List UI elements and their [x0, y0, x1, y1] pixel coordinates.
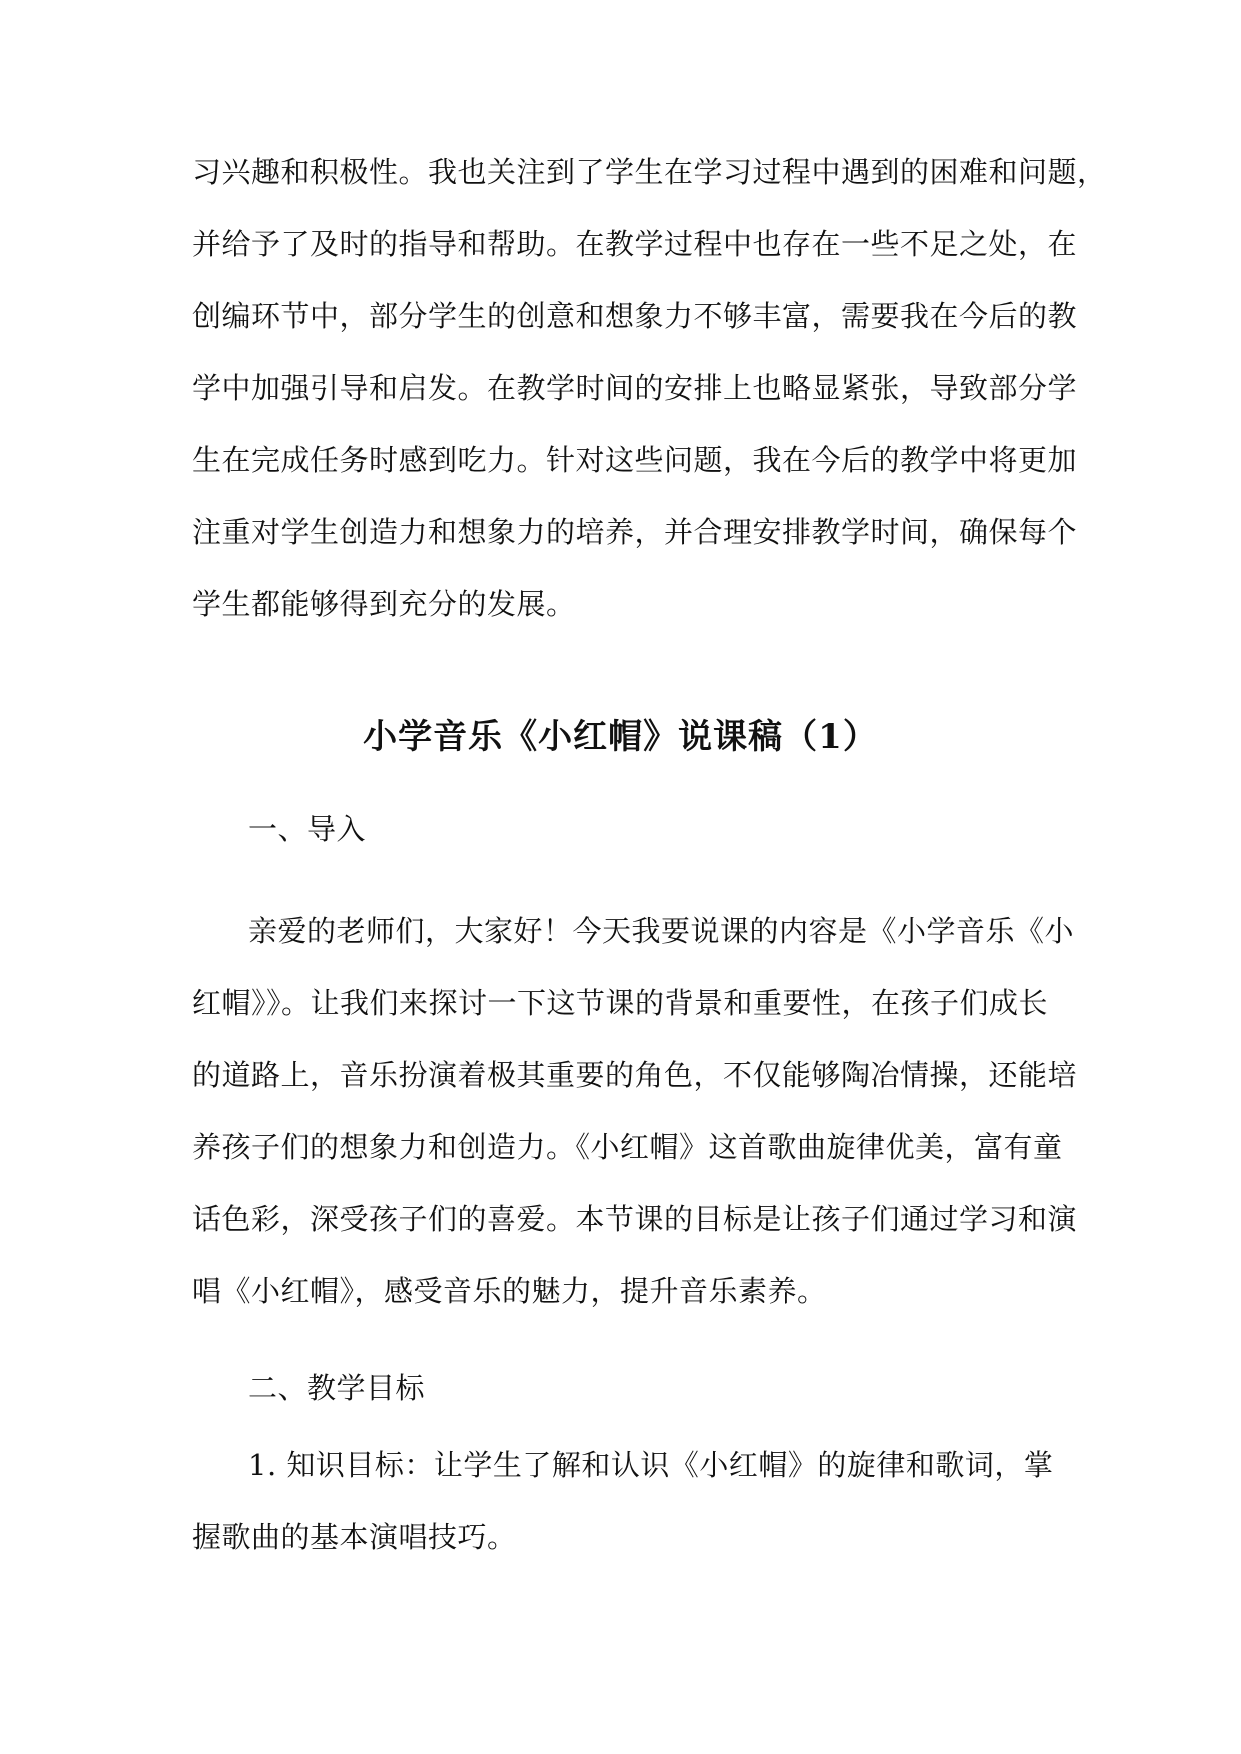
body-text-line: 并给予了及时的指导和帮助。在教学过程中也存在一些不足之处，在: [192, 227, 1078, 261]
section-heading-intro: 一、导入: [248, 812, 367, 846]
body-text-line: 学中加强引导和启发。在教学时间的安排上也略显紧张，导致部分学: [192, 371, 1078, 405]
body-text-line: 握歌曲的基本演唱技巧。: [192, 1520, 517, 1554]
body-text-line: 红帽》》。让我们来探讨一下这节课的背景和重要性，在孩子们成长: [192, 986, 1049, 1020]
body-text-line: 话色彩，深受孩子们的喜爱。本节课的目标是让孩子们通过学习和演: [192, 1202, 1078, 1236]
body-text-line: 创编环节中，部分学生的创意和想象力不够丰富，需要我在今后的教: [192, 299, 1078, 333]
body-text-line: 习兴趣和积极性。我也关注到了学生在学习过程中遇到的困难和问题，: [192, 155, 1107, 189]
body-text-line: 学生都能够得到充分的发展。: [192, 587, 576, 621]
body-text-line: 亲爱的老师们，大家好！今天我要说课的内容是《小学音乐《小: [248, 914, 1075, 948]
body-text-line: 1. 知识目标：让学生了解和认识《小红帽》的旋律和歌词，掌: [248, 1448, 1054, 1482]
body-text-line: 生在完成任务时感到吃力。针对这些问题，我在今后的教学中将更加: [192, 443, 1078, 477]
body-text-line: 的道路上，音乐扮演着极其重要的角色，不仅能够陶冶情操，还能培: [192, 1058, 1078, 1092]
body-text-line: 养孩子们的想象力和创造力。《小红帽》这首歌曲旋律优美，富有童: [192, 1130, 1063, 1164]
body-text-line: 唱《小红帽》，感受音乐的魅力，提升音乐素养。: [192, 1274, 827, 1308]
body-text-line: 注重对学生创造力和想象力的培养，并合理安排教学时间，确保每个: [192, 515, 1078, 549]
section-heading-objectives: 二、教学目标: [248, 1371, 426, 1405]
document-title: 小学音乐《小红帽》说课稿（1）: [363, 717, 878, 757]
